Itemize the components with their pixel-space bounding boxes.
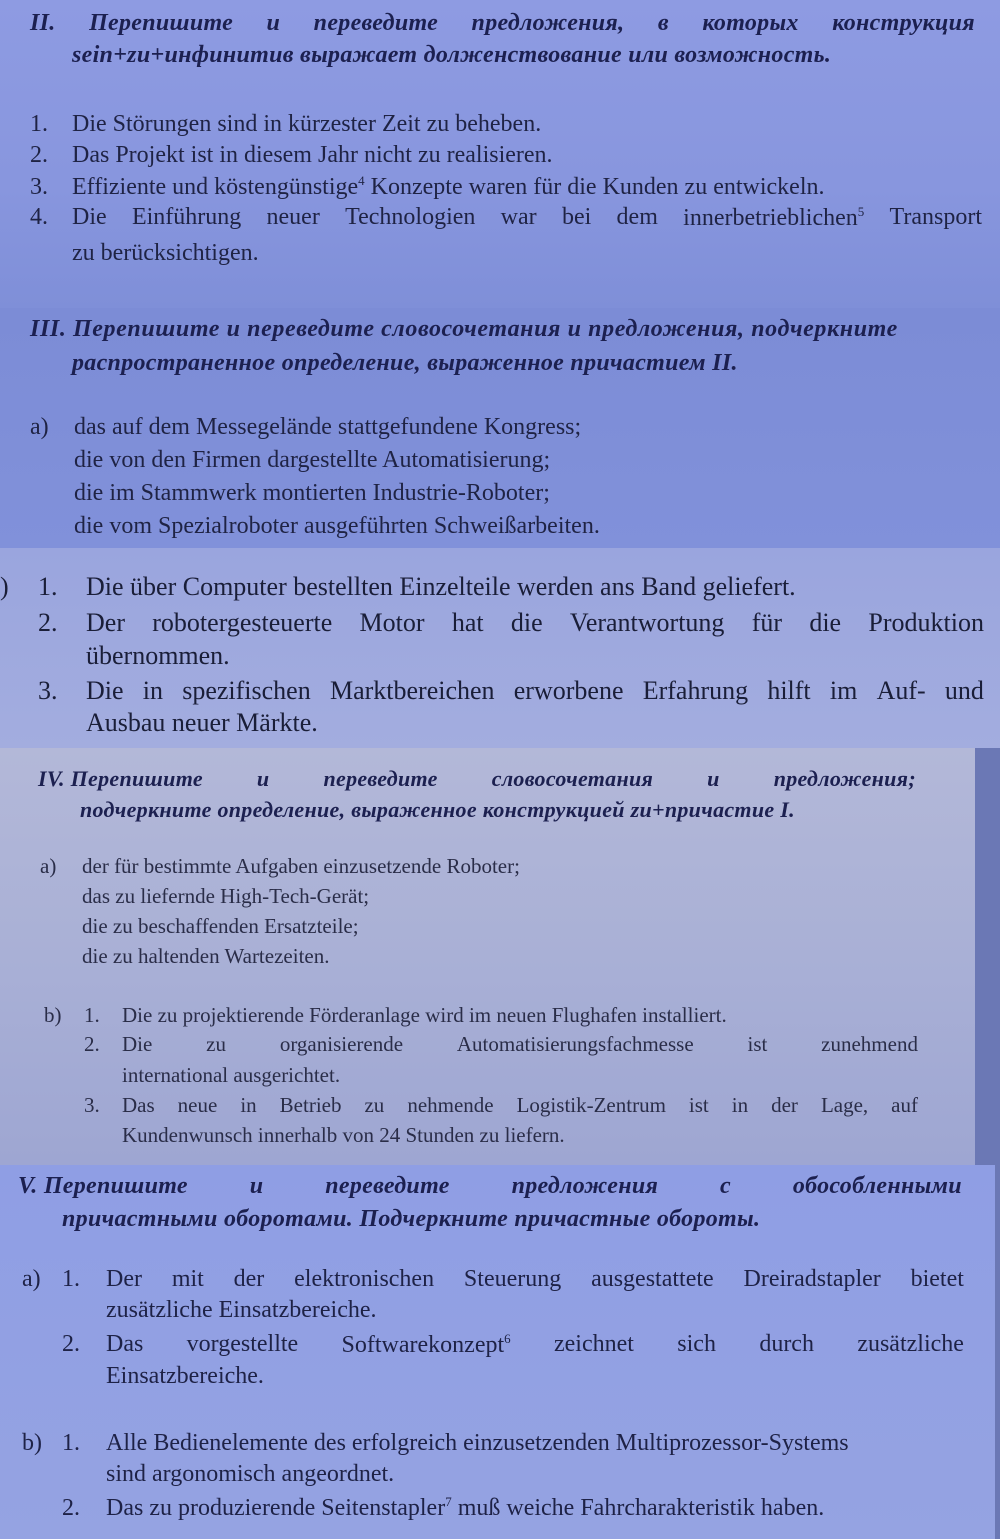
list-item: Die Einführung neuer Technologien war bei dem innerbetrieblichen$^5$ Transport: [72, 204, 982, 231]
list-item-number: 1.: [62, 1266, 80, 1292]
list-item-continuation: Ausbau neuer Märkte.: [86, 708, 318, 737]
list-item-number: 4.: [30, 204, 48, 230]
list-label: b): [44, 1003, 62, 1027]
list-item: 1. Die Störungen sind in kürzester Zeit zu beheben.: [30, 111, 542, 137]
list-item-number: 3.: [38, 676, 58, 705]
list-label: a): [22, 1266, 41, 1292]
list-item: 2. Das zu produzierende Seitenstapler$^7$ muß weiche Fahrcharakteristik haben.: [62, 1494, 825, 1521]
list-item: das auf dem Messegelände stattgefundene Kongress;: [74, 414, 582, 440]
section-2-heading-line1: II. Перепишите и переведите предложения, в которых конструкция: [30, 10, 975, 36]
list-item: die vom Spezialroboter ausgeführten Schweißarbeiten.: [74, 513, 600, 539]
section-2-heading-line2: sein+zu+инфинитив выражает долженствование или возможность.: [72, 42, 832, 68]
list-item: 2. Das Projekt ist in diesem Jahr nicht zu realisieren.: [30, 142, 553, 168]
list-item: Der mit der elektronischen Steuerung ausgestattete Dreiradstapler bietet: [106, 1266, 964, 1292]
list-item: Die in spezifischen Marktbereichen erworbene Erfahrung hilft im Auf- und: [86, 676, 984, 705]
section-4-heading-line1: IV. Перепишите и переведите словосочетания и предложения;: [38, 766, 916, 791]
section-4-heading-line2: подчеркните определение, выраженное конструкцией zu+причастие I.: [80, 797, 795, 822]
panel-edge: [995, 1165, 1000, 1539]
section-number: IV.: [38, 766, 65, 791]
section-number: II.: [30, 10, 56, 36]
list-label: ): [0, 572, 9, 601]
section-5-heading-line2: причастными оборотами. Подчеркните причастные обороты.: [62, 1206, 761, 1232]
list-item: die im Stammwerk montierten Industrie-Roboter;: [74, 480, 550, 506]
list-item-continuation: zusätzliche Einsatzbereiche.: [106, 1297, 377, 1323]
list-label: a): [40, 854, 57, 878]
list-label: a): [30, 414, 49, 440]
section-number: V.: [18, 1173, 38, 1199]
list-item-continuation: Einsatzbereiche.: [106, 1363, 264, 1389]
list-item-continuation: Kundenwunsch innerhalb von 24 Stunden zu liefern.: [122, 1123, 565, 1147]
section-5-heading-line1: V. Перепишите и переведите предложения с обособленными: [18, 1173, 962, 1199]
list-item: die zu haltenden Wartezeiten.: [82, 944, 330, 968]
list-item-number: 3.: [84, 1093, 100, 1117]
list-item: Der robotergesteuerte Motor hat die Verantwortung für die Produktion: [86, 608, 984, 637]
list-item-continuation: übernommen.: [86, 641, 230, 670]
list-item: Das neue in Betrieb zu nehmende Logistik-Zentrum ist in der Lage, auf: [122, 1093, 918, 1117]
list-item-number: 2.: [38, 608, 58, 637]
list-item: die zu beschaffenden Ersatzteile;: [82, 914, 359, 938]
list-item: die von den Firmen dargestellte Automatisierung;: [74, 447, 551, 473]
list-item-continuation: zu berücksichtigen.: [72, 240, 259, 266]
list-item: 1. Die über Computer bestellten Einzelteile werden ans Band geliefert.: [38, 572, 796, 601]
list-item: 1. Die zu projektierende Förderanlage wird im neuen Flughafen installiert.: [84, 1003, 727, 1027]
list-item: Die zu organisierende Automatisierungsfachmesse ist zunehmend: [122, 1032, 918, 1056]
panel-edge: [975, 748, 1000, 1165]
list-label: b): [22, 1430, 42, 1456]
list-item: das zu liefernde High-Tech-Gerät;: [82, 884, 370, 908]
list-item: 1. Alle Bedienelemente des erfolgreich einzusetzenden Multiprozessor-Systems: [62, 1430, 849, 1456]
list-item: Das vorgestellte Softwarekonzept$^6$ zeichnet sich durch zusätzliche: [106, 1331, 964, 1358]
list-item-number: 2.: [84, 1032, 100, 1056]
list-item: der für bestimmte Aufgaben einzusetzende Roboter;: [82, 854, 520, 878]
list-item-continuation: sind argonomisch angeordnet.: [106, 1461, 395, 1487]
list-item: 3. Effiziente und köstengünstige$^4$ Konzepte waren für die Kunden zu entwickeln.: [30, 173, 825, 200]
section-3-heading-line2: распространенное определение, выраженное причастием II.: [72, 350, 738, 376]
section-3-heading-line1: III. Перепишите и переведите словосочетания и предложения, подчеркните: [30, 316, 898, 342]
list-item-number: 2.: [62, 1331, 80, 1357]
list-item-continuation: international ausgerichtet.: [122, 1063, 341, 1087]
